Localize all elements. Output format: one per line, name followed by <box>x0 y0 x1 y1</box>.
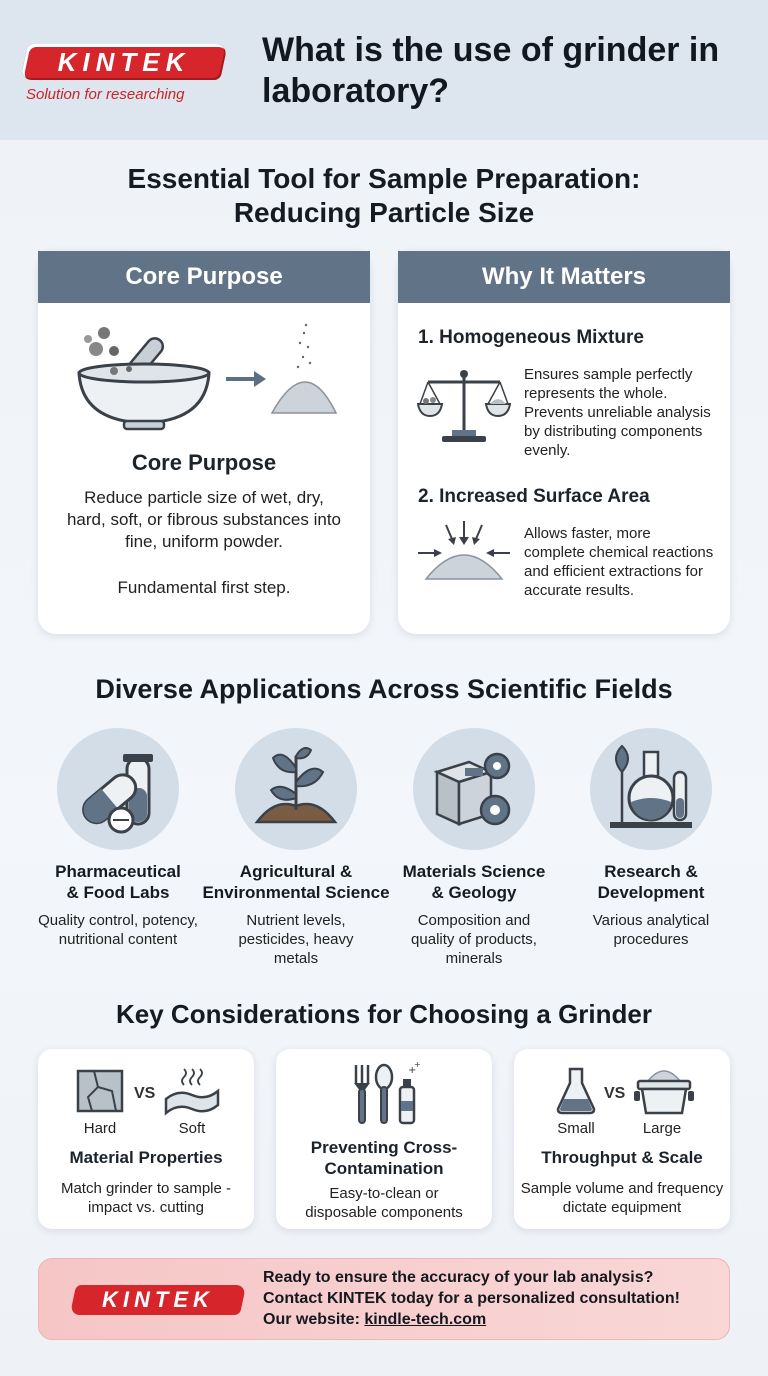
small-label: Small <box>557 1120 595 1137</box>
cta-line2: Contact KINTEK today for a personalized consultation! <box>263 1290 680 1307</box>
small-flask-icon <box>556 1065 596 1115</box>
core-purpose-card <box>38 251 370 634</box>
cta-banner <box>38 1258 730 1340</box>
why-item-surface-area-title: 2. Increased Surface Area <box>418 486 650 507</box>
why-item-homogeneous-text: Ensures sample perfectly represents the whole. Prevents unreliable analysis by distributing components evenly. <box>524 366 711 459</box>
logo-tagline: Solution for researching <box>26 86 185 103</box>
plant-sprout-icon <box>235 728 357 850</box>
materials-icon-circle <box>413 728 535 850</box>
app-materials-desc: Composition and quality of products, minerals <box>411 912 537 967</box>
page-title: What is the use of grinder in laboratory? <box>262 31 720 110</box>
cta-line1: Ready to ensure the accuracy of your lab analysis? <box>263 1269 654 1286</box>
material-vs-label: VS <box>134 1085 156 1102</box>
applications-title: Diverse Applications Across Scientific Fields <box>95 674 673 704</box>
logo-text: KINTEK <box>57 47 191 77</box>
considerations-title: Key Considerations for Choosing a Grinder <box>116 999 652 1029</box>
flask-lab-icon <box>590 728 712 850</box>
app-pharma-desc: Quality control, potency, nutritional content <box>38 912 198 948</box>
throughput-scale-desc: Sample volume and frequency dictate equipment <box>520 1180 724 1216</box>
app-agri-title: Agricultural & Environmental Science <box>202 862 390 902</box>
cta-website-line <box>263 1309 680 1330</box>
app-materials-title: Materials Science & Geology <box>402 862 546 902</box>
core-purpose-heading: Core Purpose <box>131 450 277 475</box>
svg-text:+: + <box>408 1065 417 1076</box>
hard-rock-icon <box>76 1067 124 1115</box>
soft-material-icon <box>164 1065 220 1117</box>
cross-contamination-title: Preventing Cross-Contamination <box>310 1138 458 1178</box>
intro-title: Essential Tool for Sample Preparation: Reducing Particle Size <box>127 163 641 228</box>
why-item-homogeneous-title: 1. Homogeneous Mixture <box>418 327 644 348</box>
pharma-icon-circle <box>57 728 179 850</box>
website-link[interactable]: kindle-tech.com <box>364 1311 487 1328</box>
cta-website-label: Our website: <box>263 1311 365 1328</box>
why-it-matters-header: Why It Matters <box>398 251 730 303</box>
hard-label: Hard <box>83 1120 117 1137</box>
svg-text:+: + <box>414 1060 421 1069</box>
cta-logo-text: KINTEK <box>102 1287 214 1312</box>
throughput-scale-title: Throughput & Scale <box>541 1148 703 1167</box>
core-purpose-note: Fundamental first step. <box>117 578 291 597</box>
material-properties-title: Material Properties <box>69 1148 223 1167</box>
kintek-logo <box>24 44 234 104</box>
why-it-matters-card <box>398 251 730 634</box>
core-purpose-header: Core Purpose <box>38 251 370 303</box>
agri-icon-circle <box>235 728 357 850</box>
material-properties-card <box>38 1049 254 1229</box>
research-icon-circle <box>590 728 712 850</box>
why-item-surface-area-text: Allows faster, more complete chemical reactions and efficient extractions for accurate results. <box>524 525 714 599</box>
core-purpose-text: Reduce particle size of wet, dry, hard, soft, or fibrous substances into fine, uniform powder. <box>66 488 342 551</box>
large-bin-icon <box>634 1061 694 1117</box>
large-label: Large <box>642 1120 682 1137</box>
material-properties-desc: Match grinder to sample - impact vs. cutting <box>60 1180 232 1216</box>
cube-gears-icon <box>413 728 535 850</box>
app-agri-desc: Nutrient levels, pesticides, heavy metals <box>238 912 354 967</box>
surface-area-powder-icon <box>418 519 510 585</box>
throughput-vs-label: VS <box>604 1085 626 1102</box>
app-research-desc: Various analytical procedures <box>592 912 710 948</box>
cross-contamination-card <box>276 1049 492 1229</box>
pill-test-tube-icon <box>57 728 179 850</box>
soft-label: Soft <box>178 1120 206 1137</box>
app-pharma-title: Pharmaceutical & Food Labs <box>55 862 181 902</box>
utensils-bottle-icon <box>348 1061 420 1127</box>
cta-text <box>263 1267 680 1330</box>
balance-scale-icon <box>418 364 510 448</box>
mortar-pestle-to-powder-icon <box>74 321 344 431</box>
cross-contamination-desc: Easy-to-clean or disposable components <box>305 1185 463 1221</box>
app-research-title: Research & Development <box>597 862 705 902</box>
throughput-scale-card <box>514 1049 730 1229</box>
